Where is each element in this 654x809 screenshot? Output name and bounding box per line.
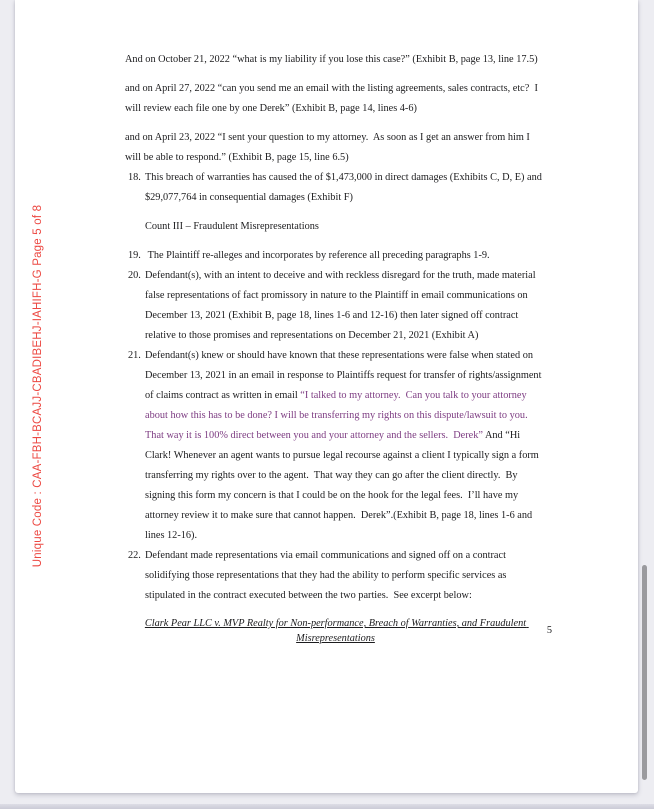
list-number-21: 21. xyxy=(128,350,141,361)
page-number: 5 xyxy=(546,625,552,636)
document-page xyxy=(15,0,638,793)
list-text-21-after-quote: And “Hi Clark! Whenever an agent wants to pursue legal recourse against a client I typically sign a form transferring my rights over to the agent. That way they can go after the client directly. By signing this form my concern is that I could be on the hook for the legal fees. I’ll have my attorney review it to make sure that cannot happen. Derek”.(Exhibit B, page 18, lines 1-6 and lines 12-16). xyxy=(145,430,542,541)
count-heading: Count III – Fraudulent Misrepresentations xyxy=(145,221,319,232)
list-text-18: This breach of warranties has caused the of $1,473,000 in direct damages (Exhibits C, D, E) and $29,077,764 in consequential damages (Exhibit F) xyxy=(145,172,545,203)
quote-paragraph-3: and on April 23, 2022 “I sent your question to my attorney. As soon as I get an answer from him I will be able to respond.” (Exhibit B, page 15, line 6.5) xyxy=(125,132,533,163)
document-content xyxy=(125,50,552,646)
quote-paragraph-2: and on April 27, 2022 “can you send me an email with the listing agreements, sales contracts, etc? I will review each file one by one Derek” (Exhibit B, page 14, lines 4-6) xyxy=(125,83,541,114)
quote-paragraph-1: And on October 21, 2022 “what is my liability if you lose this case?” (Exhibit B, page 13, line 17.5) xyxy=(125,54,538,65)
vertical-scrollbar-thumb[interactable] xyxy=(642,565,647,780)
bottom-window-edge xyxy=(0,804,654,809)
list-text-21-before-quote: Defendant(s) knew or should have known that these representations were false when stated on December 13, 2021 in an email in response to Plaintiffs request for transfer of rights/assignment of claims contract as written in email xyxy=(145,350,545,401)
list-number-18: 18. xyxy=(128,172,141,183)
list-text-20: Defendant(s), with an intent to deceive and with reckless disregard for the truth, made material false representations of fact promissory in nature to the Plaintiff in email communications on December 13, 2021 (Exhibit B, page 18, lines 1-6 and 12-16) then later signed off contract relative to those promises and representations on December 21, 2021 (Exhibit A) xyxy=(145,270,539,341)
list-text-22: Defendant made representations via email communications and signed off on a contract solidifying those representations that they had the ability to perform specific services as stipulated in the contract executed between the two parties. See excerpt below: xyxy=(145,550,510,601)
list-number-22: 22. xyxy=(128,550,141,561)
list-number-20: 20. xyxy=(128,270,141,281)
quoted-email-text: “I talked to my attorney. Can you talk to your attorney about how this has to be done? I will be transferring my rights on this dispute/lawsuit to you. That way it is 100% direct between you and your attorney and the sellers. Derek” xyxy=(145,390,533,441)
list-item-20 xyxy=(125,266,546,346)
list-item-22 xyxy=(125,546,546,606)
list-item-18 xyxy=(125,168,546,208)
unique-code-watermark: Unique Code : CAA-FBH-BCAJJ-CBADIBEHJ-IAHIFH-G Page 5 of 8 xyxy=(32,204,44,568)
list-text-19: The Plaintiff re-alleges and incorporates by reference all preceding paragraphs 1-9. xyxy=(145,250,490,261)
list-item-19 xyxy=(125,246,546,266)
page-footer xyxy=(127,616,552,646)
list-item-21 xyxy=(125,346,546,546)
list-text-21 xyxy=(145,346,546,546)
case-title: Clark Pear LLC v. MVP Realty for Non-performance, Breach of Warranties, and Fraudulent Misrepresentations xyxy=(144,618,529,644)
list-number-19: 19. xyxy=(128,250,141,261)
